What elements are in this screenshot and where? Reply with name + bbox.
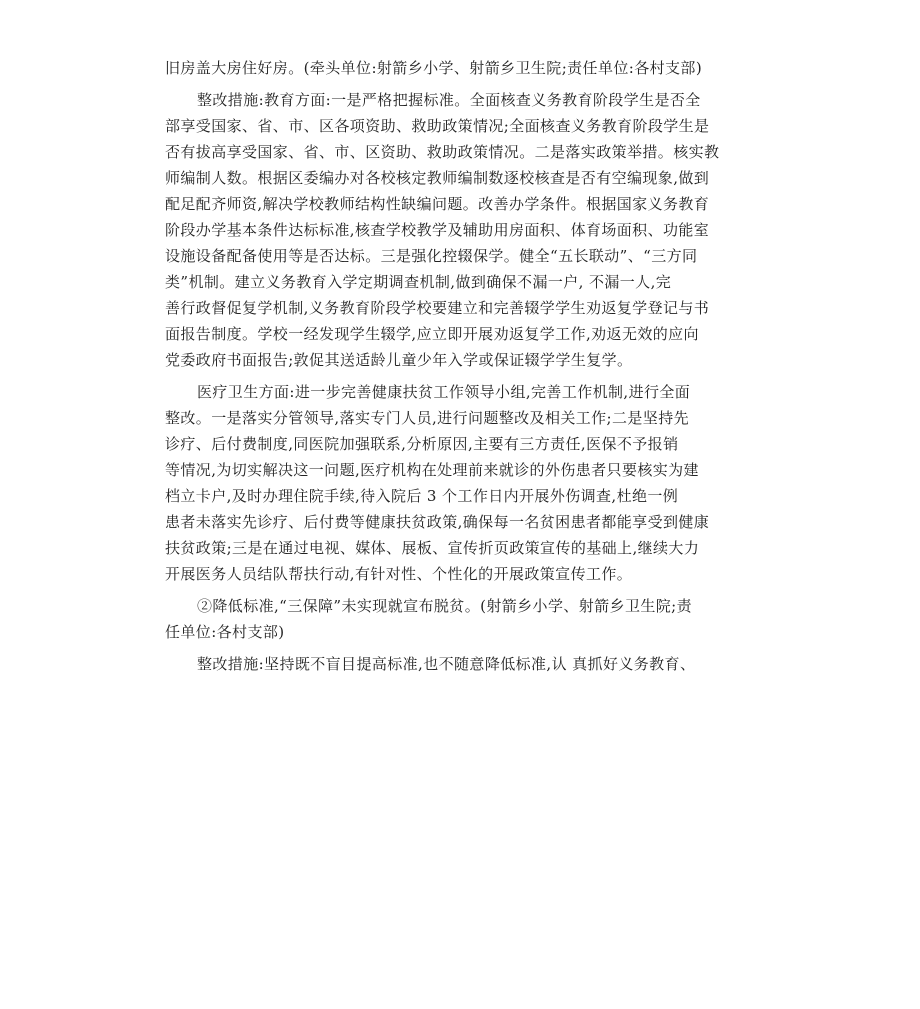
text-line: 等情况,为切实解决这一问题,医疗机构在处理前来就诊的外伤患者只要核实为建 <box>165 461 699 479</box>
paragraph-medical-measures <box>165 379 757 587</box>
text-line: 面报告制度。学校一经发现学生辍学,应立即开展劝返复学工作,劝返无效的应向 <box>165 325 699 343</box>
text-line: 设施设备配备使用等是否达标。三是强化控辍保学。健全“五长联动”、“三方同 <box>165 247 698 265</box>
text-line: 开展医务人员结队帮扶行动,有针对性、个性化的开展政策宣传工作。 <box>165 565 633 583</box>
text-line: 师编制人数。根据区委编办对各校核定教师编制数逐校核查是否有空编现象,做到 <box>165 169 710 187</box>
text-line: 部享受国家、省、市、区各项资助、救助政策情况;全面核查义务教育阶段学生是 <box>165 117 710 135</box>
paragraph-issue-lowered-standard <box>165 593 757 645</box>
document-body <box>165 55 757 677</box>
text-line: ②降低标准,“三保障”未实现就宣布脱贫。(射箭乡小学、射箭乡卫生院;责 <box>197 597 693 615</box>
paragraph-continuation <box>165 55 757 81</box>
text-line: 整改措施:教育方面:一是严格把握标准。全面核查义务教育阶段学生是否全 <box>197 91 701 109</box>
text-line: 诊疗、后付费制度,同医院加强联系,分析原因,主要有三方责任,医保不予报销 <box>165 435 679 453</box>
paragraph-education-measures <box>165 87 757 373</box>
text-line: 整改措施:坚持既不盲目提高标准,也不随意降低标准,认 真抓好义务教育、 <box>197 655 696 673</box>
text-line: 扶贫政策;三是在通过电视、媒体、展板、宣传折页政策宣传的基础上,继续大力 <box>165 539 700 557</box>
text-line: 整改。一是落实分管领导,落实专门人员,进行问题整改及相关工作;二是坚持先 <box>165 409 689 427</box>
text-line: 类”机制。建立义务教育入学定期调查机制,做到确保不漏一户, 不漏一人,完 <box>165 273 672 291</box>
text-line: 配足配齐师资,解决学校教师结构性缺编问题。改善办学条件。根据国家义务教育 <box>165 195 710 213</box>
text-line: 否有拔高享受国家、省、市、区资助、救助政策情况。二是落实政策举措。核实教 <box>165 143 720 161</box>
text-line: 阶段办学基本条件达标标准,核查学校教学及辅助用房面积、体育场面积、功能室 <box>165 221 710 239</box>
text-line: 党委政府书面报告;敦促其送适龄儿童少年入学或保证辍学学生复学。 <box>165 351 633 369</box>
text-line: 档立卡户,及时办理住院手续,待入院后 3 个工作日内开展外伤调查,杜绝一例 <box>165 487 679 505</box>
text-line: 任单位:各村支部) <box>165 623 285 641</box>
text-line: 旧房盖大房住好房。(牵头单位:射箭乡小学、射箭乡卫生院;责任单位:各村支部) <box>165 59 703 77</box>
paragraph-rectification-measures <box>165 651 757 677</box>
text-line: 善行政督促复学机制,义务教育阶段学校要建立和完善辍学学生劝返复学登记与书 <box>165 299 710 317</box>
text-line: 患者未落实先诊疗、后付费等健康扶贫政策,确保每一名贫困患者都能享受到健康 <box>165 513 710 531</box>
text-line: 医疗卫生方面:进一步完善健康扶贫工作领导小组,完善工作机制,进行全面 <box>197 383 691 401</box>
